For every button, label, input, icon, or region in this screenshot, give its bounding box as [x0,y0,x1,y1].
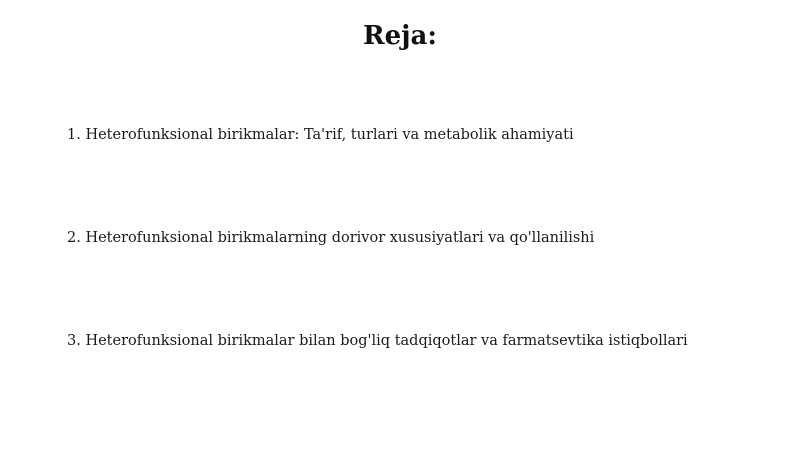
plan-item-1: 1. Heterofunksional birikmalar: Ta'rif, turlari va metabolik ahamiyati [67,127,574,143]
slide-title: Reja: [362,21,437,51]
plan-item-3: 3. Heterofunksional birikmalar bilan bog'liq tadqiqotlar va farmatsevtika istiqbollari [67,333,688,349]
plan-item-2: 2. Heterofunksional birikmalarning dorivor xususiyatlari va qo'llanilishi [67,230,595,246]
